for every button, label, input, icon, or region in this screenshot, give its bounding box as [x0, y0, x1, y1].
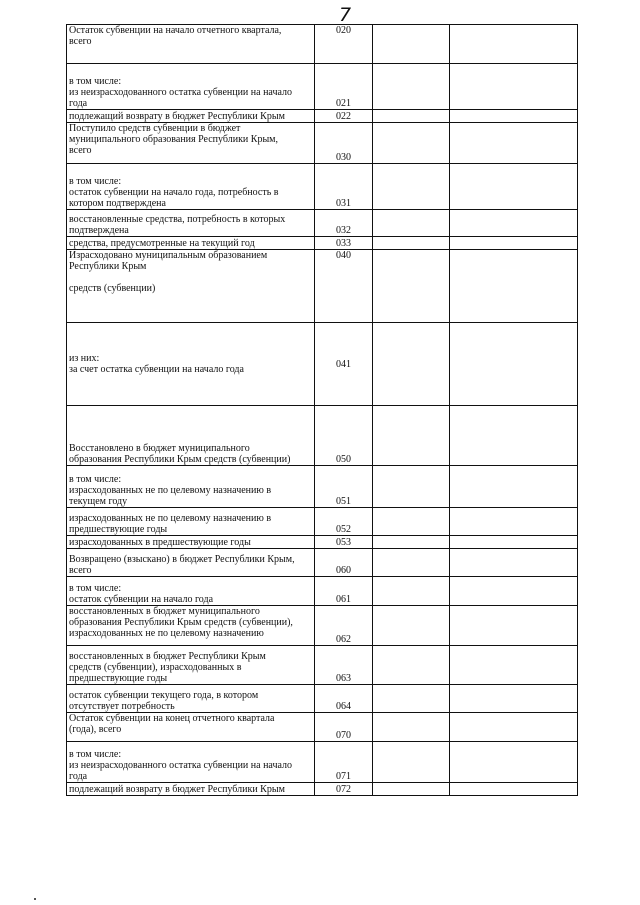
row-label-line: из неизрасходованного остатка субвенции на начало: [69, 760, 293, 771]
value-cell-1: [373, 577, 450, 606]
value-cell-1: [373, 606, 450, 646]
table-row: [67, 577, 578, 606]
value-cell-2: [450, 110, 578, 123]
row-label-line: подлежащий возврату в бюджет Республики Крым: [69, 111, 285, 122]
scan-dot: [34, 898, 36, 900]
row-label-line: израсходованных не по целевому назначению: [69, 628, 264, 639]
row-label-line: Восстановлено в бюджет муниципального: [69, 443, 250, 454]
value-cell-1: [373, 406, 450, 466]
value-cell-1: [373, 237, 450, 250]
row-label-line: всего: [69, 36, 92, 47]
row-label-line: в том числе:: [69, 474, 122, 485]
table-row: [67, 713, 578, 742]
value-cell-2: [450, 783, 578, 796]
row-label-line: средств (субвенции): [69, 283, 156, 294]
row-code: 063: [315, 646, 373, 685]
row-code: 060: [315, 549, 373, 577]
value-cell-2: [450, 210, 578, 237]
row-label-line: за счет остатка субвенции на начало года: [69, 364, 244, 375]
value-cell-2: [450, 25, 578, 64]
row-code: 021: [315, 64, 373, 110]
value-cell-1: [373, 210, 450, 237]
value-cell-1: [373, 323, 450, 406]
row-label-line: Остаток субвенции на начало отчетного квартала,: [69, 25, 282, 36]
row-label-line: остаток субвенции на начало года, потребность в: [69, 187, 279, 198]
row-label-line: всего: [69, 565, 92, 576]
row-code: 022: [315, 110, 373, 123]
row-label: [67, 237, 315, 250]
row-label-line: из неизрасходованного остатка субвенции на начало: [69, 87, 293, 98]
table-row: [67, 536, 578, 549]
row-label: [67, 123, 315, 164]
table-row: [67, 406, 578, 466]
table-row: [67, 210, 578, 237]
table-row: [67, 606, 578, 646]
table-row: [67, 250, 578, 323]
table-row: [67, 64, 578, 110]
row-code: 071: [315, 742, 373, 783]
row-label-line: израсходованных не по целевому назначению в: [69, 485, 272, 496]
row-label-line: израсходованных в предшествующие годы: [69, 537, 251, 548]
value-cell-1: [373, 466, 450, 508]
row-label-line: года: [69, 771, 88, 782]
row-label: [67, 466, 315, 508]
row-code: 041: [315, 323, 373, 406]
row-label-line: в том числе:: [69, 76, 122, 87]
row-label: [67, 64, 315, 110]
row-label-line: предшествующие годы: [69, 673, 168, 684]
value-cell-2: [450, 508, 578, 536]
value-cell-1: [373, 549, 450, 577]
value-cell-2: [450, 742, 578, 783]
row-label: [67, 783, 315, 796]
row-label-line: предшествующие годы: [69, 524, 168, 535]
row-label-line: образования Республики Крым средств (субвенции),: [69, 617, 293, 628]
row-label-line: (года), всего: [69, 724, 122, 735]
row-label-line: израсходованных не по целевому назначению в: [69, 513, 272, 524]
row-code: 040: [315, 250, 373, 323]
value-cell-2: [450, 466, 578, 508]
row-label: [67, 742, 315, 783]
value-cell-2: [450, 646, 578, 685]
row-code: 064: [315, 685, 373, 713]
row-label: [67, 323, 315, 406]
row-label-line: текущем году: [69, 496, 128, 507]
value-cell-1: [373, 713, 450, 742]
value-cell-1: [373, 250, 450, 323]
row-label: [67, 549, 315, 577]
value-cell-1: [373, 536, 450, 549]
subvention-report-table: [66, 24, 578, 796]
row-label: [67, 536, 315, 549]
row-label-line: средств (субвенции), израсходованных в: [69, 662, 242, 673]
row-code: 051: [315, 466, 373, 508]
row-label-line: остаток субвенции текущего года, в котором: [69, 690, 259, 701]
row-label-line: восстановленных в бюджет Республики Крым: [69, 651, 266, 662]
table-row: [67, 25, 578, 64]
row-label-line: Израсходовано муниципальным образованием: [69, 250, 268, 261]
page-number: 7: [338, 4, 352, 26]
row-code: 052: [315, 508, 373, 536]
row-label: [67, 406, 315, 466]
row-code: 031: [315, 164, 373, 210]
table-row: [67, 123, 578, 164]
row-label: [67, 210, 315, 237]
row-label: [67, 250, 315, 323]
row-label-line: в том числе:: [69, 583, 122, 594]
row-label-line: из них:: [69, 353, 100, 364]
row-label-line: Возвращено (взыскано) в бюджет Республики Крым,: [69, 554, 295, 565]
row-label: [67, 606, 315, 646]
value-cell-1: [373, 783, 450, 796]
row-label-line: всего: [69, 145, 92, 156]
row-label-line: в том числе:: [69, 749, 122, 760]
row-label-line: [69, 272, 312, 283]
row-label-line: подтверждена: [69, 225, 129, 236]
table-row: [67, 323, 578, 406]
row-code: 062: [315, 606, 373, 646]
table-row: [67, 508, 578, 536]
row-code: 020: [315, 25, 373, 64]
row-label-line: восстановленные средства, потребность в которых: [69, 214, 286, 225]
row-label-line: отсутствует потребность: [69, 701, 175, 712]
row-code: 032: [315, 210, 373, 237]
table-row: [67, 110, 578, 123]
row-label-line: котором подтверждена: [69, 198, 166, 209]
table-row: [67, 685, 578, 713]
row-label-line: подлежащий возврату в бюджет Республики Крым: [69, 784, 285, 795]
value-cell-1: [373, 742, 450, 783]
row-code: 061: [315, 577, 373, 606]
row-label-line: Поступило средств субвенции в бюджет: [69, 123, 241, 134]
row-label-line: остаток субвенции на начало года: [69, 594, 214, 605]
value-cell-2: [450, 164, 578, 210]
row-label-line: образования Республики Крым средств (субвенции): [69, 454, 291, 465]
row-code: 070: [315, 713, 373, 742]
row-label-line: Остаток субвенции на конец отчетного квартала: [69, 713, 275, 724]
row-label: [67, 110, 315, 123]
row-code: 050: [315, 406, 373, 466]
value-cell-1: [373, 646, 450, 685]
row-label: [67, 646, 315, 685]
value-cell-2: [450, 250, 578, 323]
row-label: [67, 508, 315, 536]
value-cell-2: [450, 237, 578, 250]
row-label: [67, 577, 315, 606]
row-label-line: муниципального образования Республики Крым,: [69, 134, 278, 145]
value-cell-2: [450, 536, 578, 549]
row-code: 053: [315, 536, 373, 549]
table-row: [67, 742, 578, 783]
table-row: [67, 783, 578, 796]
row-code: 030: [315, 123, 373, 164]
row-label: [67, 685, 315, 713]
table-row: [67, 237, 578, 250]
value-cell-1: [373, 64, 450, 110]
row-label-line: средства, предусмотренные на текущий год: [69, 238, 255, 249]
table-row: [67, 646, 578, 685]
value-cell-2: [450, 577, 578, 606]
row-code: 033: [315, 237, 373, 250]
value-cell-2: [450, 713, 578, 742]
value-cell-2: [450, 685, 578, 713]
value-cell-2: [450, 323, 578, 406]
value-cell-1: [373, 685, 450, 713]
value-cell-1: [373, 123, 450, 164]
value-cell-2: [450, 123, 578, 164]
row-code: 072: [315, 783, 373, 796]
value-cell-2: [450, 64, 578, 110]
row-label-line: в том числе:: [69, 176, 122, 187]
value-cell-2: [450, 406, 578, 466]
value-cell-2: [450, 549, 578, 577]
table-row: [67, 466, 578, 508]
row-label-line: Республики Крым: [69, 261, 147, 272]
table-row: [67, 164, 578, 210]
row-label-line: восстановленных в бюджет муниципального: [69, 606, 260, 617]
row-label: [67, 713, 315, 742]
value-cell-1: [373, 110, 450, 123]
row-label-line: года: [69, 98, 88, 109]
value-cell-1: [373, 25, 450, 64]
table-row: [67, 549, 578, 577]
row-label: [67, 164, 315, 210]
value-cell-2: [450, 606, 578, 646]
row-label: [67, 25, 315, 64]
value-cell-1: [373, 164, 450, 210]
value-cell-1: [373, 508, 450, 536]
